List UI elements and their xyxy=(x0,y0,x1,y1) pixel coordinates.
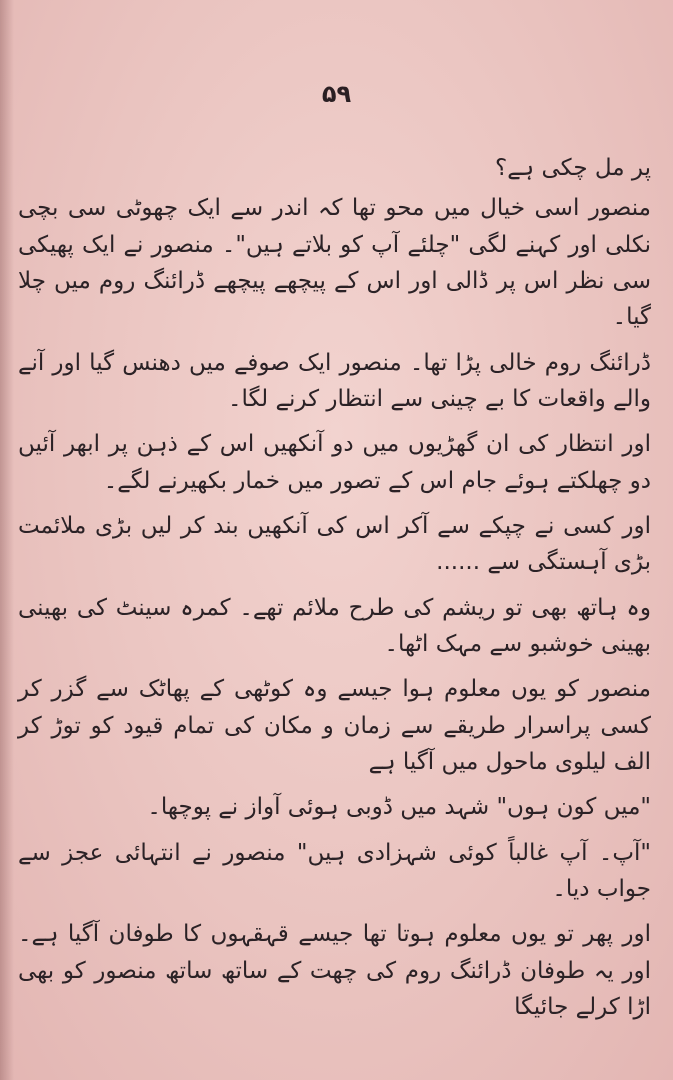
paragraph-7: منصور کو یوں معلوم ہوا جیسے وہ کوٹھی کے پھاٹک سے گزر کر کسی پراسرار طریقے سے زمان و مکان کی تمام قیود کو توڑ کر الف لیلوی ماحول میں آگیا ہے xyxy=(18,676,651,775)
paragraph-3: ڈرائنگ روم خالی پڑا تھا۔ منصور ایک صوفے میں دھنس گیا اور آنے والے واقعات کا بے چینی سے انتظار کرنے لگا۔ xyxy=(18,349,651,412)
paragraph-8: "میں کون ہوں" شہد میں ڈوبی ہوئی آواز نے پوچھا۔ xyxy=(147,794,651,821)
page-body-text xyxy=(18,150,651,1034)
paragraph-9: "آپ۔ آپ غالباً کوئی شہزادی ہیں" منصور نے انتہائی عجز سے جواب دیا۔ xyxy=(18,839,651,902)
paragraph-1: پر مل چکی ہے؟ xyxy=(494,155,651,181)
page-binding-shadow xyxy=(0,0,14,1080)
page-number: ۵۹ xyxy=(321,80,352,108)
paragraph-4: اور انتظار کی ان گھڑیوں میں دو آنکھیں اس کے ذہن پر ابھر آئیں دو چھلکتے ہوئے جام اس کے تصور میں خمار بکھیرنے لگے۔ xyxy=(18,431,651,494)
paragraph-5: اور کسی نے چپکے سے آکر اس کی آنکھیں بند کر لیں بڑی ملائمت بڑی آہستگی سے ...... xyxy=(18,512,651,576)
paragraph-10: اور پھر تو یوں معلوم ہوتا تھا جیسے قہقہوں کا طوفان آگیا ہے۔ اور یہ طوفان ڈرائنگ روم کی چھت کے ساتھ ساتھ منصور کو بھی اڑا کرلے جائیگا xyxy=(18,921,651,1020)
paragraph-6: وہ ہاتھ بھی تو ریشم کی طرح ملائم تھے۔ کمرہ سینٹ کی بھینی بھینی خوشبو سے مہک اٹھا۔ xyxy=(18,594,651,657)
paragraph-2: منصور اسی خیال میں محو تھا کہ اندر سے ایک چھوٹی سی بچی نکلی اور کہنے لگی "چلئے آپ کو بلاتے ہیں"۔ منصور نے ایک پھیکی سی نظر اس پر ڈالی اور اس کے پیچھے پیچھے ڈرائنگ روم میں چلا گیا۔ xyxy=(18,195,651,331)
